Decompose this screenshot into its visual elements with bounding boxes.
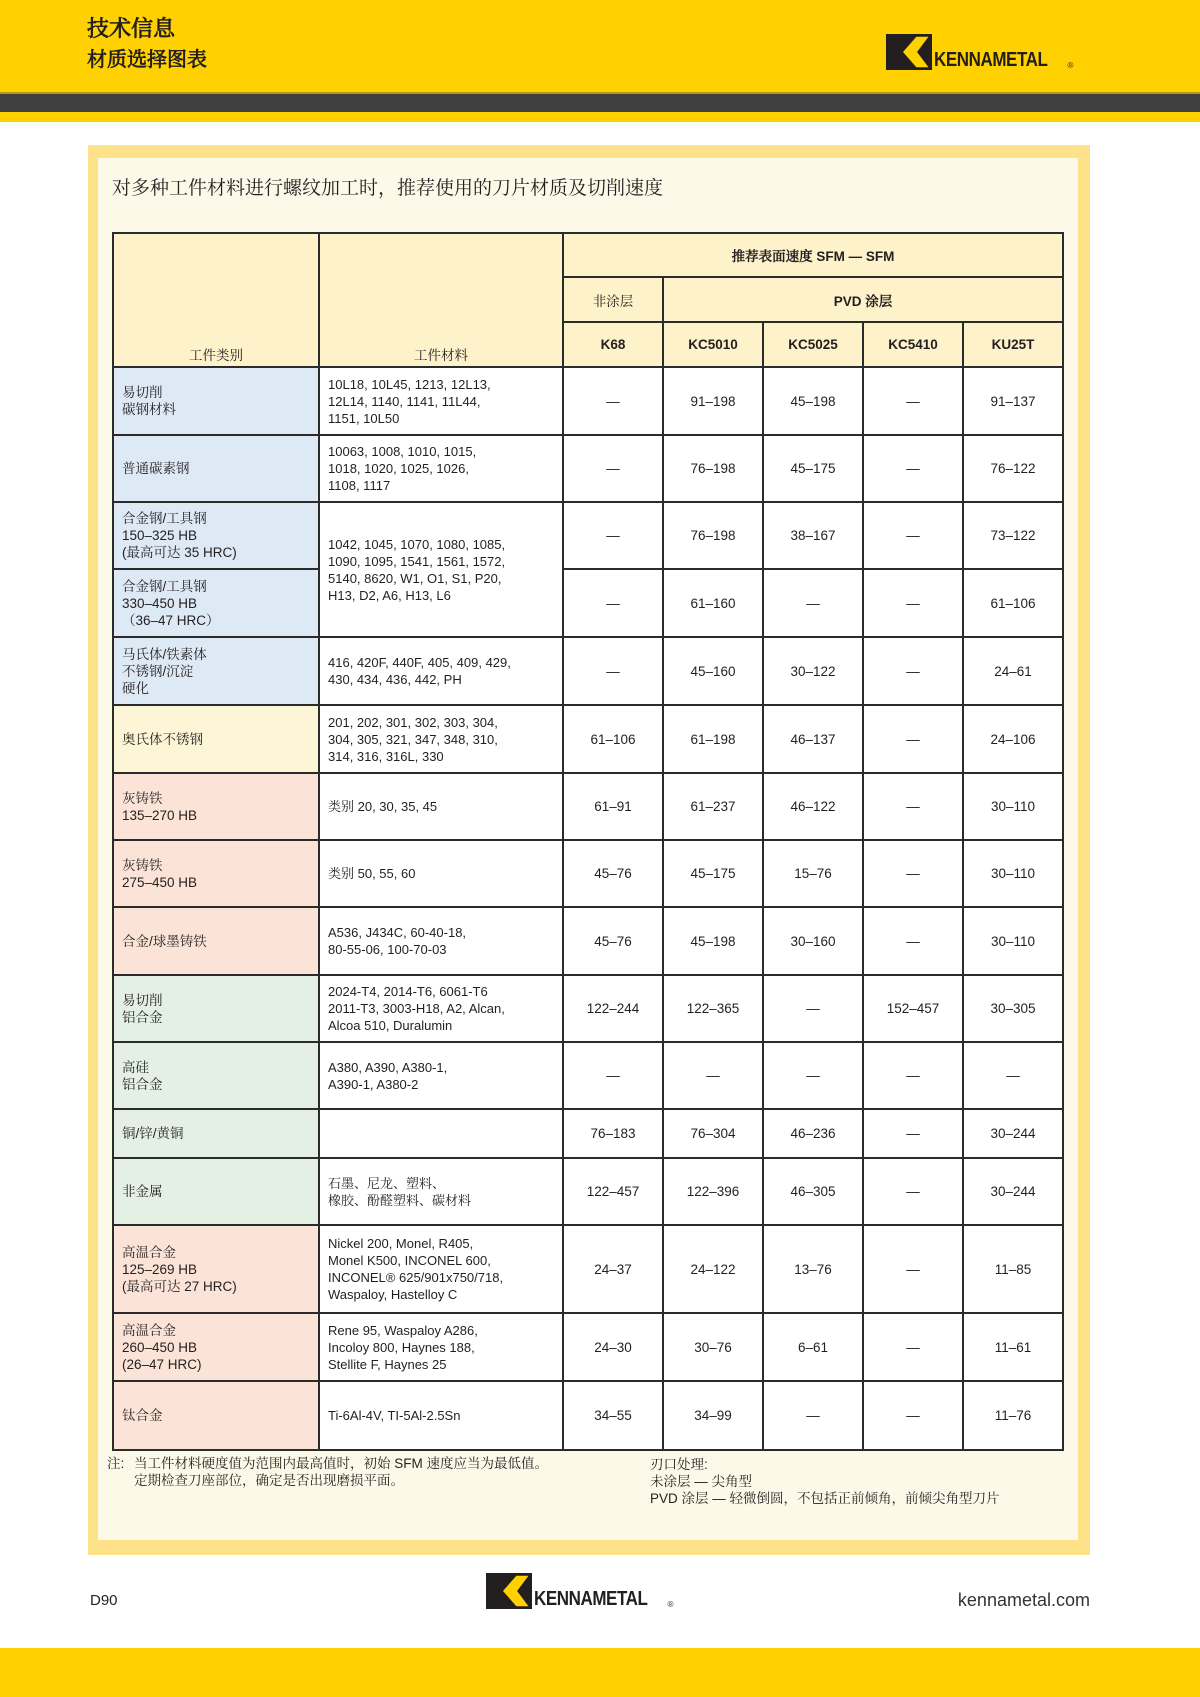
category-line: （36–47 HRC）: [122, 612, 220, 628]
material-line: 5140, 8620, W1, O1, S1, P20,: [328, 570, 502, 586]
material-line: Alcoa 510, Duralumin: [328, 1018, 453, 1033]
category-cell: [113, 1381, 319, 1450]
sfm-value-kc5010: 30–76: [663, 1313, 763, 1381]
sfm-value-kc5410: 152–457: [863, 975, 963, 1042]
col-header-pvd: PVD 涂层: [663, 277, 1063, 322]
category-cell: [113, 367, 319, 435]
material-line: A390-1, A380-2: [328, 1076, 419, 1092]
category-line: (最高可达 35 HRC): [122, 545, 237, 560]
material-cell: [319, 1042, 563, 1109]
material-cell: [319, 1381, 563, 1450]
sfm-value-ku25t: 11–61: [963, 1313, 1063, 1381]
category-line: 易切削: [122, 385, 163, 400]
col-header-sfm: 推荐表面速度 SFM — SFM: [563, 233, 1063, 277]
category-line: 铝合金: [122, 1009, 163, 1025]
sfm-value-ku25t: 30–110: [963, 907, 1063, 975]
sfm-value-k68: 24–30: [563, 1313, 663, 1381]
material-line: 1108, 1117: [328, 478, 391, 493]
material-cell: [319, 367, 563, 435]
sfm-value-ku25t: 11–76: [963, 1381, 1063, 1450]
category-cell: [113, 907, 319, 975]
sfm-value-kc5025: —: [763, 1381, 863, 1450]
category-cell: [113, 502, 319, 569]
category-line: 铝合金: [122, 1076, 163, 1092]
sfm-value-kc5410: —: [863, 773, 963, 840]
category-line: 合金钢/工具钢: [122, 511, 207, 526]
logo-wordmark: KENNAMETAL: [534, 1588, 648, 1610]
sfm-value-k68: 45–76: [563, 840, 663, 907]
sfm-value-k68: —: [563, 502, 663, 569]
material-line: Incoloy 800, Haynes 188,: [328, 1339, 475, 1355]
material-line: 304, 305, 321, 347, 348, 310,: [328, 731, 498, 747]
edge-prep-title: 刃口处理:: [650, 1457, 708, 1472]
category-cell: [113, 773, 319, 840]
material-line: 201, 202, 301, 302, 303, 304,: [328, 714, 498, 730]
table-row: [113, 637, 1063, 705]
section-title: 技术信息: [87, 16, 176, 41]
footnote-line: 当工件材料硬度值为范围内最高值时，初始 SFM 速度应当为最低值。: [134, 1456, 549, 1471]
material-line: INCONEL® 625/901x750/718,: [328, 1270, 504, 1285]
material-line: Ti-6Al-4V, TI-5Al-2.5Sn: [328, 1408, 461, 1423]
table-row: [113, 367, 1063, 435]
category-cell: [113, 569, 319, 637]
sfm-value-kc5010: 122–396: [663, 1158, 763, 1225]
sfm-value-ku25t: 76–122: [963, 435, 1063, 502]
category-line: 高硅: [122, 1059, 149, 1075]
sfm-value-kc5010: 24–122: [663, 1225, 763, 1313]
sfm-value-kc5010: 45–175: [663, 840, 763, 907]
sfm-value-kc5010: 61–198: [663, 705, 763, 773]
table-row: [113, 1313, 1063, 1381]
sfm-value-kc5410: —: [863, 502, 963, 569]
grade-header: KC5410: [863, 322, 963, 367]
category-line: (最高可达 27 HRC): [122, 1278, 237, 1294]
material-line: 2024-T4, 2014-T6, 6061-T6: [328, 984, 488, 999]
table-row: [113, 1158, 1063, 1225]
material-line: Stellite F, Haynes 25: [328, 1356, 447, 1372]
sfm-value-kc5410: —: [863, 1381, 963, 1450]
category-line: 普通碳素钢: [122, 461, 190, 476]
material-line: 1018, 1020, 1025, 1026,: [328, 461, 469, 476]
sfm-value-kc5410: —: [863, 1225, 963, 1313]
footnote: [107, 1455, 548, 1489]
category-cell: [113, 1042, 319, 1109]
sfm-value-k68: —: [563, 1042, 663, 1109]
kennametal-logo: [886, 34, 1073, 70]
kennametal-k-icon: [486, 1573, 532, 1609]
table-row: [113, 435, 1063, 502]
category-line: 合金钢/工具钢: [122, 578, 207, 594]
sfm-value-kc5025: —: [763, 1042, 863, 1109]
grade-header: KU25T: [963, 322, 1063, 367]
sfm-value-kc5025: —: [763, 569, 863, 637]
category-cell: [113, 840, 319, 907]
logo-wordmark: KENNAMETAL: [934, 49, 1048, 71]
footnote-label: 注:: [107, 1456, 125, 1471]
website-link[interactable]: kennametal.com: [957, 1590, 1090, 1610]
category-line: 330–450 HB: [122, 595, 198, 611]
table-row: [113, 1381, 1063, 1450]
table-row: [113, 705, 1063, 773]
material-cell: [319, 907, 563, 975]
grade-header: K68: [563, 322, 663, 367]
sfm-value-ku25t: 30–244: [963, 1109, 1063, 1158]
category-line: 275–450 HB: [122, 874, 198, 890]
category-line: 150–325 HB: [122, 528, 198, 543]
sfm-value-ku25t: 30–244: [963, 1158, 1063, 1225]
sfm-value-kc5410: —: [863, 1158, 963, 1225]
material-cell: [319, 840, 563, 907]
category-line: 易切削: [122, 992, 163, 1008]
table-row: [113, 569, 1063, 637]
material-line: 1151, 10L50: [328, 410, 400, 426]
sfm-value-kc5025: 38–167: [763, 502, 863, 569]
sfm-value-k68: —: [563, 435, 663, 502]
material-cell: [319, 1158, 563, 1225]
sfm-value-kc5025: 46–137: [763, 705, 863, 773]
sfm-value-kc5410: —: [863, 367, 963, 435]
header-stripe: [0, 92, 1200, 112]
table-body: [113, 367, 1063, 1450]
sfm-value-kc5410: —: [863, 569, 963, 637]
material-line: 12L14, 1140, 1141, 11L44,: [328, 393, 481, 409]
material-line: 314, 316, 316L, 330: [328, 748, 444, 764]
category-line: 铜/锌/黄铜: [122, 1126, 184, 1141]
sfm-value-kc5410: —: [863, 1109, 963, 1158]
material-cell: [319, 773, 563, 840]
sfm-value-kc5025: —: [763, 975, 863, 1042]
sfm-value-k68: —: [563, 367, 663, 435]
material-line: 类别 20, 30, 35, 45: [328, 799, 438, 814]
category-cell: [113, 1313, 319, 1381]
sfm-value-kc5025: 13–76: [763, 1225, 863, 1313]
kennametal-k-icon: [886, 34, 932, 70]
material-line: 1090, 1095, 1541, 1561, 1572,: [328, 553, 506, 569]
material-line: Waspaloy, Hastelloy C: [328, 1287, 458, 1302]
sfm-value-kc5410: —: [863, 705, 963, 773]
category-line: 125–269 HB: [122, 1261, 198, 1277]
page-number: D90: [90, 1592, 118, 1609]
sfm-value-kc5025: 46–236: [763, 1109, 863, 1158]
category-line: 灰铸铁: [122, 857, 163, 873]
sfm-value-kc5410: —: [863, 1042, 963, 1109]
material-cell: [319, 502, 563, 637]
material-line: A380, A390, A380-1,: [328, 1059, 448, 1075]
sfm-value-ku25t: 30–305: [963, 975, 1063, 1042]
grade-header: KC5025: [763, 322, 863, 367]
sfm-value-kc5025: 45–198: [763, 367, 863, 435]
material-line: 类别 50, 55, 60: [328, 866, 416, 881]
material-cell: [319, 1313, 563, 1381]
section-subtitle: 材质选择图表: [87, 49, 207, 71]
sfm-value-ku25t: 24–106: [963, 705, 1063, 773]
sfm-value-ku25t: 61–106: [963, 569, 1063, 637]
col-header-material: 工件材料: [319, 233, 563, 367]
table-row: [113, 773, 1063, 840]
footer-band: [0, 1648, 1200, 1697]
col-header-uncoated: 非涂层: [563, 277, 663, 322]
sfm-value-ku25t: 30–110: [963, 773, 1063, 840]
sfm-value-k68: 122–457: [563, 1158, 663, 1225]
category-cell: [113, 705, 319, 773]
table-row: [113, 502, 1063, 569]
grade-header: KC5010: [663, 322, 763, 367]
category-line: 135–270 HB: [122, 807, 198, 823]
category-line: 奥氏体不锈钢: [122, 731, 203, 747]
material-line: 2011-T3, 3003-H18, A2, Alcan,: [328, 1001, 505, 1016]
material-line: A536, J434C, 60-40-18,: [328, 925, 467, 940]
edge-prep-line: 未涂层 — 尖角型: [650, 1474, 753, 1489]
sfm-value-kc5025: 46–305: [763, 1158, 863, 1225]
sfm-value-kc5010: 91–198: [663, 367, 763, 435]
category-cell: [113, 1158, 319, 1225]
sfm-value-k68: 24–37: [563, 1225, 663, 1313]
material-cell: [319, 1225, 563, 1313]
category-cell: [113, 1225, 319, 1313]
edge-prep-note: [650, 1456, 1000, 1507]
category-line: 碳钢材料: [122, 402, 176, 417]
category-line: 高温合金: [122, 1322, 176, 1338]
edge-prep-line: PVD 涂层 — 轻微倒圆，不包括正前倾角，前倾尖角型刀片: [650, 1491, 1000, 1506]
sfm-value-kc5025: 46–122: [763, 773, 863, 840]
category-line: 合金/球墨铸铁: [122, 933, 207, 949]
material-line: 80-55-06, 100-70-03: [328, 942, 447, 957]
sfm-value-kc5025: 45–175: [763, 435, 863, 502]
sfm-value-kc5010: 34–99: [663, 1381, 763, 1450]
sfm-value-kc5410: —: [863, 435, 963, 502]
category-line: (26–47 HRC): [122, 1356, 202, 1372]
sfm-value-kc5010: —: [663, 1042, 763, 1109]
sfm-value-k68: 122–244: [563, 975, 663, 1042]
sfm-value-k68: 45–76: [563, 907, 663, 975]
sfm-value-kc5410: —: [863, 907, 963, 975]
sfm-value-kc5025: 6–61: [763, 1313, 863, 1381]
sfm-value-k68: —: [563, 637, 663, 705]
logo-reg: ®: [1067, 61, 1074, 70]
material-line: Monel K500, INCONEL 600,: [328, 1253, 491, 1268]
sfm-value-k68: 61–106: [563, 705, 663, 773]
table-row: [113, 1042, 1063, 1109]
sfm-value-k68: 61–91: [563, 773, 663, 840]
table-title: 对多种工件材料进行螺纹加工时，推荐使用的刀片材质及切削速度: [112, 178, 664, 199]
category-line: 260–450 HB: [122, 1339, 198, 1355]
sfm-value-kc5010: 45–198: [663, 907, 763, 975]
table-row: [113, 907, 1063, 975]
sfm-value-kc5010: 122–365: [663, 975, 763, 1042]
table-row: [113, 975, 1063, 1042]
material-cell: [319, 1109, 563, 1158]
category-line: 高温合金: [122, 1244, 176, 1260]
category-line: 不锈钢/沉淀: [122, 663, 194, 679]
kennametal-logo-footer: [486, 1573, 673, 1609]
material-line: 10063, 1008, 1010, 1015,: [328, 444, 477, 459]
sfm-value-kc5025: 30–122: [763, 637, 863, 705]
material-line: 416, 420F, 440F, 405, 409, 429,: [328, 655, 511, 670]
material-line: 石墨、尼龙、塑料、: [328, 1175, 446, 1191]
material-line: Rene 95, Waspaloy A286,: [328, 1322, 478, 1338]
grade-selection-table: [112, 232, 1064, 1451]
sfm-value-kc5010: 61–237: [663, 773, 763, 840]
col-header-category: 工件类别: [113, 233, 319, 367]
sfm-value-kc5410: —: [863, 637, 963, 705]
sfm-value-kc5025: 15–76: [763, 840, 863, 907]
material-cell: [319, 637, 563, 705]
category-cell: [113, 1109, 319, 1158]
table-row: [113, 1109, 1063, 1158]
sfm-value-kc5410: —: [863, 840, 963, 907]
material-cell: [319, 975, 563, 1042]
logo-reg: ®: [667, 1600, 674, 1609]
category-line: 马氏体/铁素体: [122, 646, 207, 662]
material-line: Nickel 200, Monel, R405,: [328, 1236, 474, 1251]
sfm-value-ku25t: 30–110: [963, 840, 1063, 907]
sfm-value-kc5410: —: [863, 1313, 963, 1381]
category-cell: [113, 975, 319, 1042]
material-line: 10L18, 10L45, 1213, 12L13,: [328, 376, 491, 392]
material-line: H13, D2, A6, H13, L6: [328, 587, 451, 603]
footnote-line: 定期检查刀座部位，确定是否出现磨损平面。: [134, 1473, 404, 1488]
category-line: 钛合金: [122, 1408, 163, 1423]
category-line: 硬化: [122, 680, 149, 696]
category-line: 非金属: [122, 1184, 163, 1199]
sfm-value-ku25t: —: [963, 1042, 1063, 1109]
material-line: 1042, 1045, 1070, 1080, 1085,: [328, 536, 506, 552]
sfm-value-ku25t: 91–137: [963, 367, 1063, 435]
sfm-value-kc5010: 76–304: [663, 1109, 763, 1158]
material-cell: [319, 705, 563, 773]
category-cell: [113, 435, 319, 502]
header-thin-band: [0, 112, 1200, 122]
category-cell: [113, 637, 319, 705]
table-row: [113, 840, 1063, 907]
category-line: 灰铸铁: [122, 790, 163, 806]
sfm-value-ku25t: 73–122: [963, 502, 1063, 569]
sfm-value-ku25t: 24–61: [963, 637, 1063, 705]
sfm-value-kc5010: 45–160: [663, 637, 763, 705]
sfm-value-kc5025: 30–160: [763, 907, 863, 975]
sfm-value-kc5010: 76–198: [663, 435, 763, 502]
sfm-value-ku25t: 11–85: [963, 1225, 1063, 1313]
sfm-value-kc5010: 76–198: [663, 502, 763, 569]
sfm-value-k68: 76–183: [563, 1109, 663, 1158]
sfm-value-kc5010: 61–160: [663, 569, 763, 637]
table-row: [113, 1225, 1063, 1313]
sfm-value-k68: —: [563, 569, 663, 637]
sfm-value-k68: 34–55: [563, 1381, 663, 1450]
material-cell: [319, 435, 563, 502]
material-line: 430, 434, 436, 442, PH: [328, 672, 462, 687]
material-line: 橡胶、酚醛塑料、碳材料: [328, 1192, 472, 1208]
